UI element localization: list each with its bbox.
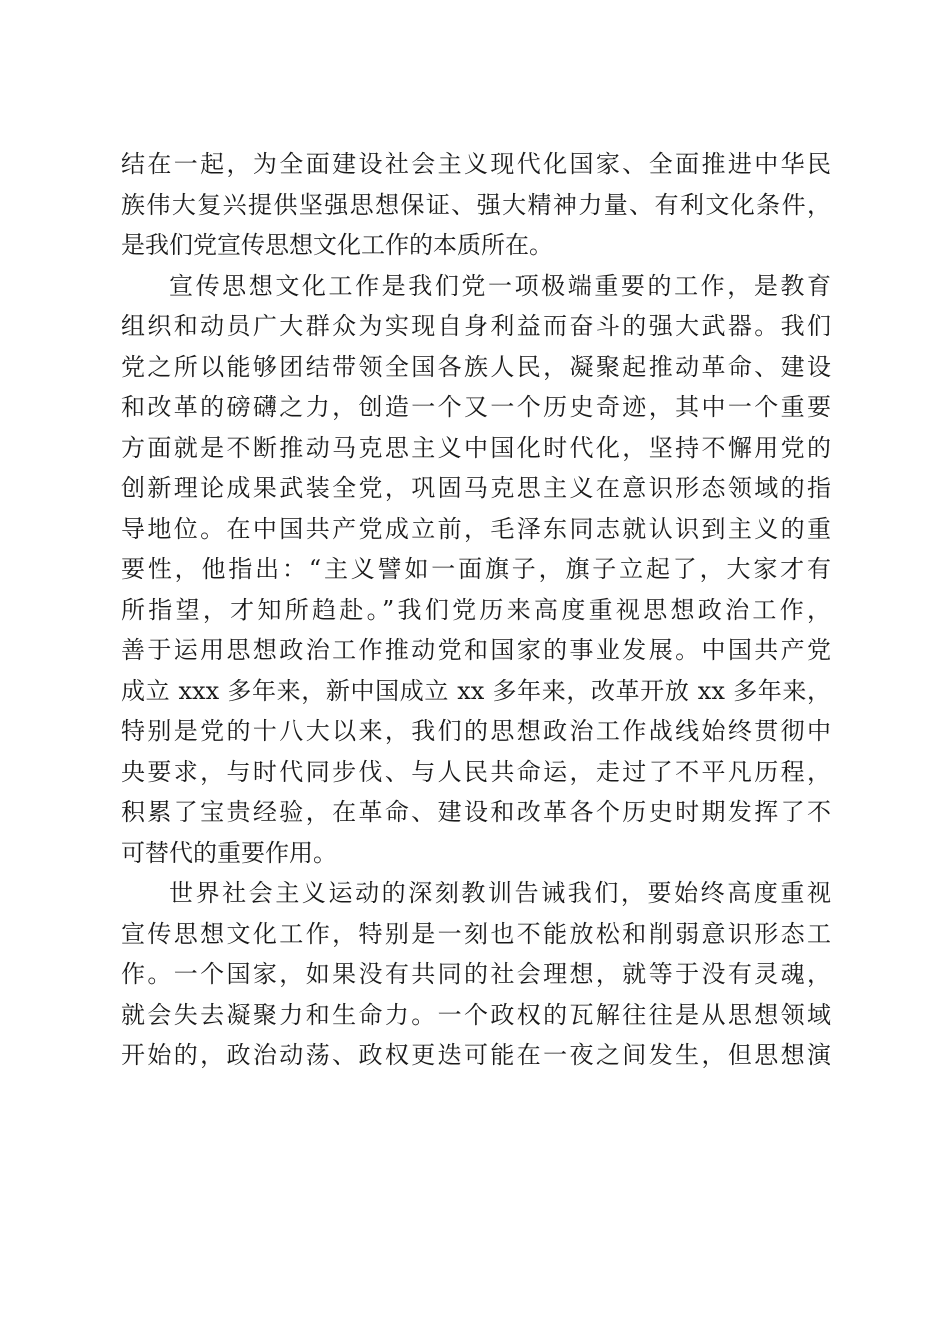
text-line: 特别是党的十八大以来，我们的思想政治工作战线始终贯彻中	[121, 717, 831, 745]
document-body	[121, 144, 831, 1076]
text-line: 结在一起，为全面建设社会主义现代化国家、全面推进中华民	[121, 150, 831, 178]
text-line: 创新理论成果武装全党，巩固马克思主义在意识形态领域的指	[121, 474, 831, 502]
text-line: 宣传思想文化工作，特别是一刻也不能放松和削弱意识形态工	[121, 919, 831, 948]
text-line: 开始的，政治动荡、政权更迭可能在一夜之间发生，但思想演	[121, 1041, 831, 1069]
text-line: 族伟大复兴提供坚强思想保证、强大精神力量、有利文化条件，	[121, 190, 831, 219]
text-line: 可替代的重要作用。	[121, 838, 337, 867]
text-line: 积累了宝贵经验，在革命、建设和改革各个历史时期发挥了不	[121, 798, 831, 826]
text-line: 是我们党宣传思想文化工作的本质所在。	[121, 231, 553, 259]
text-line: 组织和动员广大群众为实现自身利益而奋斗的强大武器。我们	[121, 312, 831, 340]
text-line: 所指望，才知所趋赴。”我们党历来高度重视思想政治工作，	[121, 595, 831, 624]
paragraph-1	[121, 144, 831, 266]
text-line: 方面就是不断推动马克思主义中国化时代化，坚持不懈用党的	[121, 433, 831, 462]
text-line: 导地位。在中国共产党成立前，毛泽东同志就认识到主义的重	[121, 514, 831, 543]
text-line: 善于运用思想政治工作推动党和国家的事业发展。中国共产党	[121, 636, 831, 664]
text-line: 就会失去凝聚力和生命力。一个政权的瓦解往往是从思想领域	[121, 1000, 831, 1029]
text-line: 和改革的磅礴之力，创造一个又一个历史奇迹，其中一个重要	[121, 393, 831, 421]
paragraph-3	[121, 873, 831, 1076]
text-line: 党之所以能够团结带领全国各族人民，凝聚起推动革命、建设	[121, 352, 831, 381]
text-line: 央要求，与时代同步伐、与人民共命运，走过了不平凡历程，	[121, 757, 831, 786]
text-line: 宣传思想文化工作是我们党一项极端重要的工作，是教育	[169, 271, 831, 300]
text-line: 作。一个国家，如果没有共同的社会理想，就等于没有灵魂，	[121, 960, 831, 988]
paragraph-2	[121, 266, 831, 874]
text-line: 世界社会主义运动的深刻教训告诫我们，要始终高度重视	[169, 879, 831, 907]
text-line: 要性，他指出：“主义譬如一面旗子，旗子立起了，大家才有	[121, 555, 831, 583]
text-line: 成立 xxx 多年来，新中国成立 xx 多年来，改革开放 xx 多年来，	[121, 676, 831, 705]
